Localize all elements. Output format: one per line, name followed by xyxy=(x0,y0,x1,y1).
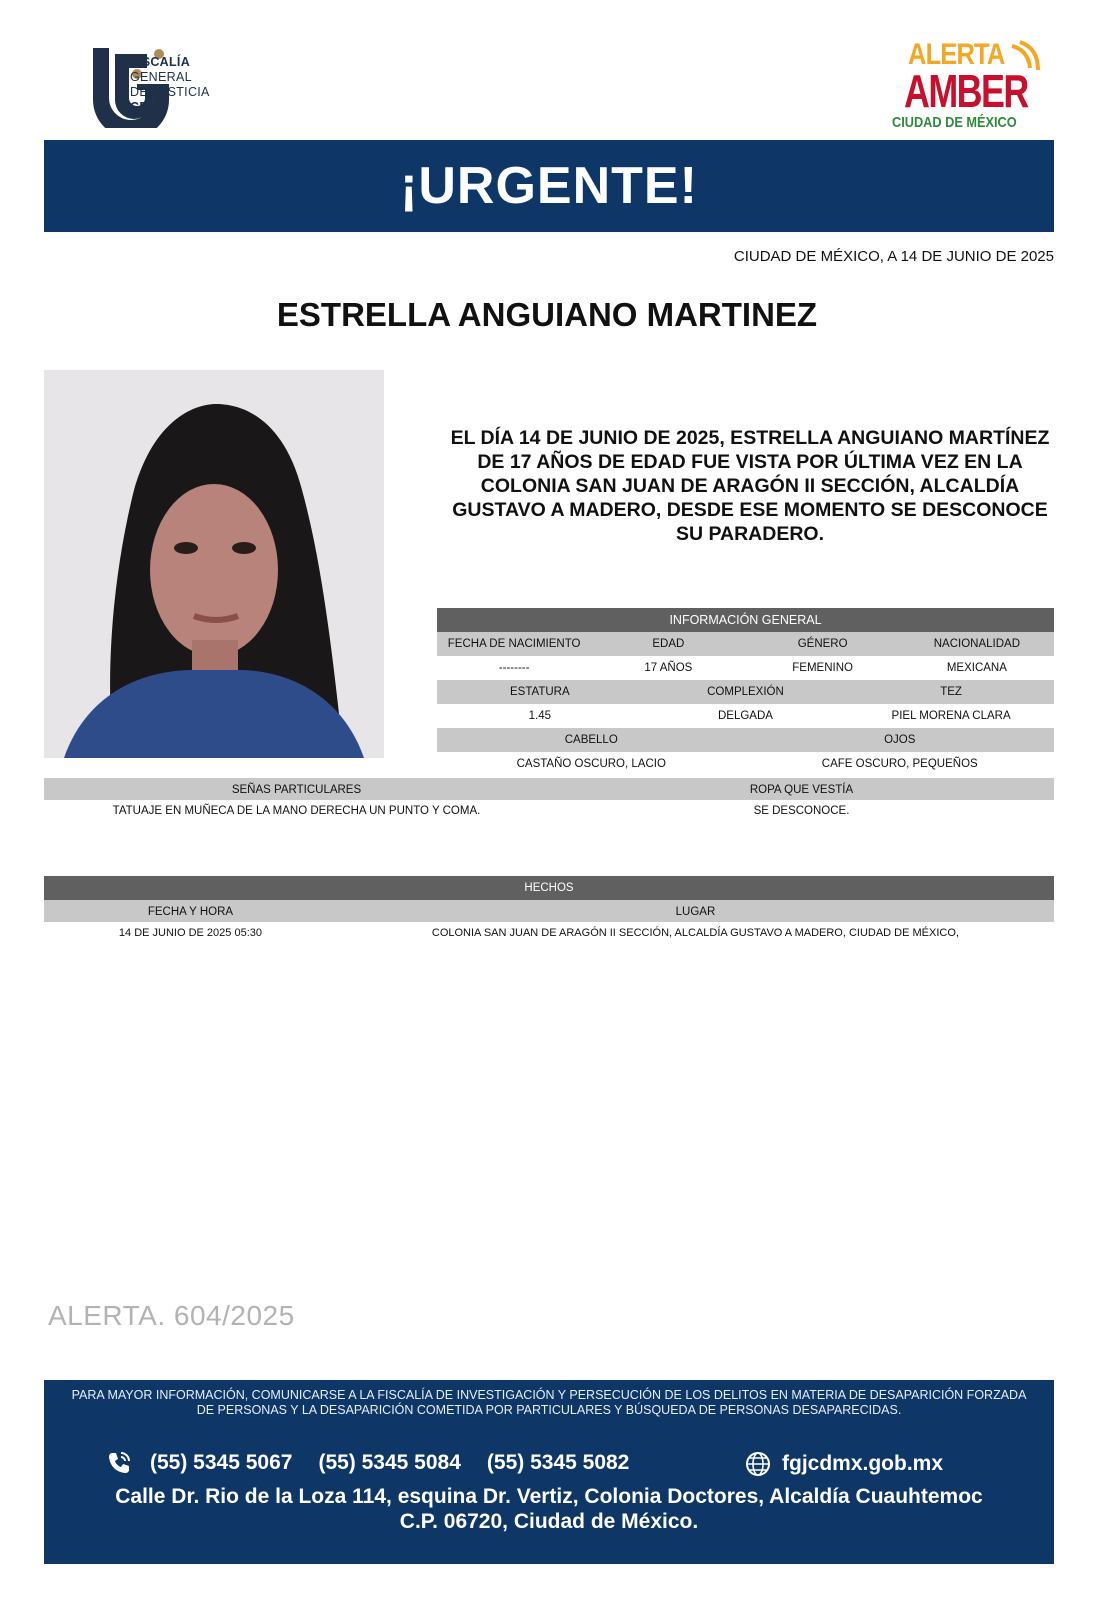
fgj-line-4: CDMX xyxy=(130,100,169,114)
label-ojos: OJOS xyxy=(884,734,916,746)
person-name: ESTRELLA ANGUIANO MARTINEZ xyxy=(276,296,818,333)
fgj-line-1: FISCALÍA xyxy=(130,55,191,69)
value-cabello: CASTAÑO OSCURO, LACIO xyxy=(516,758,666,770)
label-ropa: ROPA QUE VESTÍA xyxy=(749,784,854,796)
hechos-title xyxy=(44,876,1054,900)
info-values-row-1 xyxy=(437,656,1054,680)
footer-address xyxy=(44,1484,1054,1534)
fgj-line-3: DE JUSTICIA xyxy=(130,85,210,99)
value-fecha-nacimiento: -------- xyxy=(498,662,530,674)
senas-labels-row xyxy=(44,778,1054,802)
info-labels-row-1 xyxy=(437,632,1054,656)
footer-note: PARA MAYOR INFORMACIÓN, COMUNICARSE A LA FISCALÍA DE INVESTIGACIÓN Y PERSECUCIÓN DE LOS DELITOS EN MATERIA DE DESAPARICIÓN FORZADA DE PERSONAS Y LA DESAPARICIÓN COMETIDA POR PARTICULARES Y BÚSQUEDA DE PERSONAS DESAPARECIDAS. xyxy=(71,1388,1027,1417)
phone-number-2[interactable]: (55) 5345 5084 xyxy=(318,1451,461,1474)
senas-values-row xyxy=(44,800,1054,822)
amber-main-text: AMBER xyxy=(904,65,1028,117)
amber-sub-text: CIUDAD DE MÉXICO xyxy=(892,114,1017,131)
address-line-1: Calle Dr. Rio de la Loza 114, esquina Dr. Vertiz, Colonia Doctores, Alcaldía Cuauhtemoc xyxy=(115,1485,983,1508)
label-tez: TEZ xyxy=(940,686,962,698)
info-general-title-text: INFORMACIÓN GENERAL xyxy=(669,613,822,627)
info-values-row-2 xyxy=(437,704,1054,728)
label-fecha-nacimiento: FECHA DE NACIMIENTO xyxy=(447,638,581,650)
value-fecha-hora: 14 DE JUNIO DE 2025 05:30 xyxy=(118,927,262,939)
value-genero: FEMENINO xyxy=(792,662,853,674)
hechos-values-row xyxy=(44,922,1054,944)
date-line: CIUDAD DE MÉXICO, A 14 DE JUNIO DE 2025 xyxy=(733,248,1054,265)
fgj-wordmark xyxy=(130,55,210,115)
phone-icon xyxy=(106,1450,132,1476)
value-ropa: SE DESCONOCE. xyxy=(753,805,850,817)
alerta-amber-logo xyxy=(892,38,1058,134)
alert-number: ALERTA. 604/2025 xyxy=(48,1300,295,1331)
label-edad: EDAD xyxy=(652,638,685,650)
phone-number-3[interactable]: (55) 5345 5082 xyxy=(486,1451,630,1474)
missing-person-photo xyxy=(44,370,384,758)
footer-website xyxy=(744,1450,943,1478)
footer xyxy=(44,1380,1054,1564)
label-lugar: LUGAR xyxy=(675,906,716,918)
label-senas-particulares: SEÑAS PARTICULARES xyxy=(231,784,362,796)
info-labels-row-2 xyxy=(437,680,1054,704)
website-link[interactable]: fgjcdmx.gob.mx xyxy=(782,1452,944,1475)
globe-icon xyxy=(744,1450,772,1478)
value-complexion: DELGADA xyxy=(717,710,773,722)
label-genero: GÉNERO xyxy=(797,638,848,650)
portrait-graphic xyxy=(44,370,384,758)
label-estatura: ESTATURA xyxy=(510,686,570,698)
value-senas-particulares: TATUAJE EN MUÑECA DE LA MANO DERECHA UN PUNTO Y COMA. xyxy=(112,805,481,817)
amber-top-text: ALERTA xyxy=(908,38,1005,71)
info-general-title xyxy=(437,608,1054,632)
fgj-line-2: GENERAL xyxy=(130,70,192,84)
case-description: EL DÍA 14 DE JUNIO DE 2025, ESTRELLA ANGUIANO MARTÍNEZ DE 17 AÑOS DE EDAD FUE VISTA POR ÚLTIMA VEZ EN LA COLONIA SAN JUAN DE ARAGÓN II SECCIÓN, ALCALDÍA GUSTAVO A MADERO, DESDE ESE MOMENTO SE DESCONOCE SU PARADERO. xyxy=(450,427,1050,545)
value-ojos: CAFE OSCURO, PEQUEÑOS xyxy=(821,758,978,770)
footer-phones xyxy=(106,1450,637,1476)
value-tez: PIEL MORENA CLARA xyxy=(891,710,1011,722)
label-cabello: CABELLO xyxy=(564,734,618,746)
address-line-2: C.P. 06720, Ciudad de México. xyxy=(399,1510,699,1533)
label-fecha-hora: FECHA Y HORA xyxy=(147,906,234,918)
value-edad: 17 AÑOS xyxy=(644,662,693,674)
urgent-banner: ¡URGENTE! xyxy=(44,140,1054,232)
value-nacionalidad: MEXICANA xyxy=(946,662,1007,674)
info-labels-row-3 xyxy=(437,728,1054,752)
hechos-title-text: HECHOS xyxy=(524,882,574,894)
value-estatura: 1.45 xyxy=(528,710,552,722)
label-complexion: COMPLEXIÓN xyxy=(707,686,784,698)
hechos-labels-row xyxy=(44,900,1054,924)
label-nacionalidad: NACIONALIDAD xyxy=(933,638,1021,650)
phone-number-1[interactable]: (55) 5345 5067 xyxy=(150,1451,293,1474)
info-values-row-3 xyxy=(437,752,1054,776)
value-lugar: COLONIA SAN JUAN DE ARAGÓN II SECCIÓN, ALCALDÍA GUSTAVO A MADERO, CIUDAD DE MÉXICO, xyxy=(431,927,959,939)
